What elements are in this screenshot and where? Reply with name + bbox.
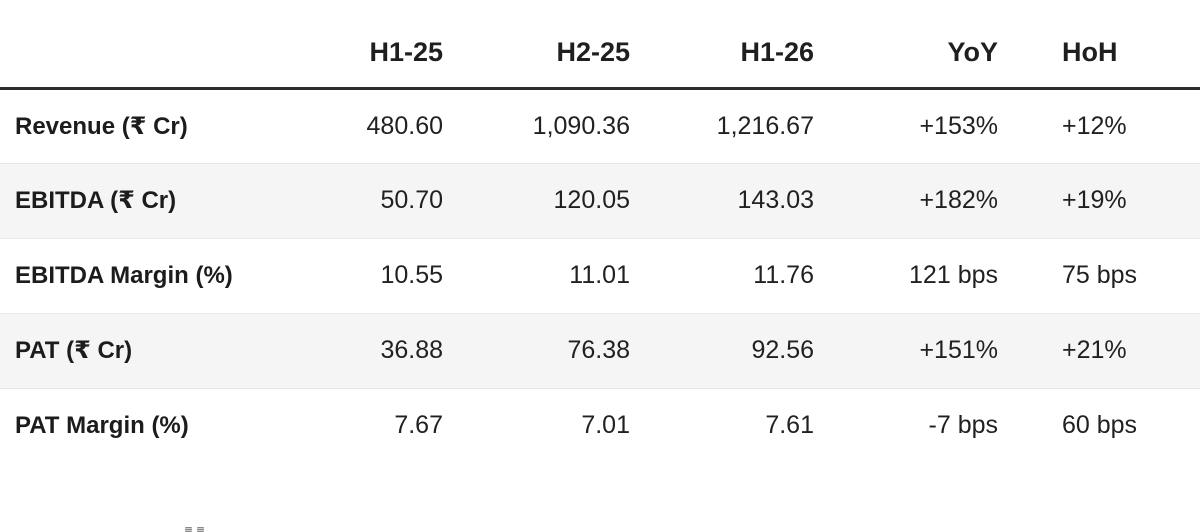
metric-value-cell: 92.56 [630,313,814,388]
column-header-metric [0,0,348,88]
metric-value-cell: 120.05 [443,163,630,238]
metric-value-cell: 1,090.36 [532,111,630,140]
metric-value-cell: 7.01 [443,388,630,463]
metric-value-cell: 121 bps [814,238,998,313]
metric-value-cell: 75 bps [998,238,1200,313]
table-row-pat-margin [0,388,1200,463]
row-label: PAT Margin (%) [0,388,348,463]
column-header-h1-25: H1-25 [348,0,443,88]
metric-value-cell: -7 bps [814,388,998,463]
metric-value-cell: 60 bps [998,388,1200,463]
metric-value-cell: 36.88 [348,313,443,388]
table-row-pat [0,313,1200,388]
metric-value-cell: 7.61 [630,388,814,463]
table-row-revenue [0,88,1200,163]
cropped-icon [197,527,204,532]
row-label: EBITDA (₹ Cr) [0,163,348,238]
metric-value-cell: 76.38 [443,313,630,388]
row-label: PAT (₹ Cr) [0,313,348,388]
metric-value-cell: 143.03 [630,163,814,238]
header-row [0,0,1200,88]
metric-value-cell: +153% [919,111,998,140]
table-row-ebitda [0,163,1200,238]
row-label: EBITDA Margin (%) [0,238,348,313]
column-header-hoh: HoH [998,0,1200,88]
row-label: Revenue (₹ Cr) [15,112,188,140]
metric-value-cell: +151% [814,313,998,388]
table-row-ebitda-margin [0,238,1200,313]
metric-value-cell: 11.76 [630,238,814,313]
column-header-h1-26: H1-26 [630,0,814,88]
column-header-yoy: YoY [814,0,998,88]
metric-value-cell: +21% [998,313,1200,388]
metric-value-cell: 50.70 [348,163,443,238]
metric-value-cell: 7.67 [348,388,443,463]
column-header-h2-25: H2-25 [443,0,630,88]
metric-value-cell: 1,216.67 [716,111,814,140]
metric-value-cell: +19% [998,163,1200,238]
metric-value-cell: 10.55 [348,238,443,313]
metric-value-cell: +182% [814,163,998,238]
cropped-icon [185,527,192,532]
metric-value-cell: 11.01 [443,238,630,313]
metric-value-cell: 480.60 [366,111,443,140]
metric-value-cell: +12% [1062,111,1127,140]
